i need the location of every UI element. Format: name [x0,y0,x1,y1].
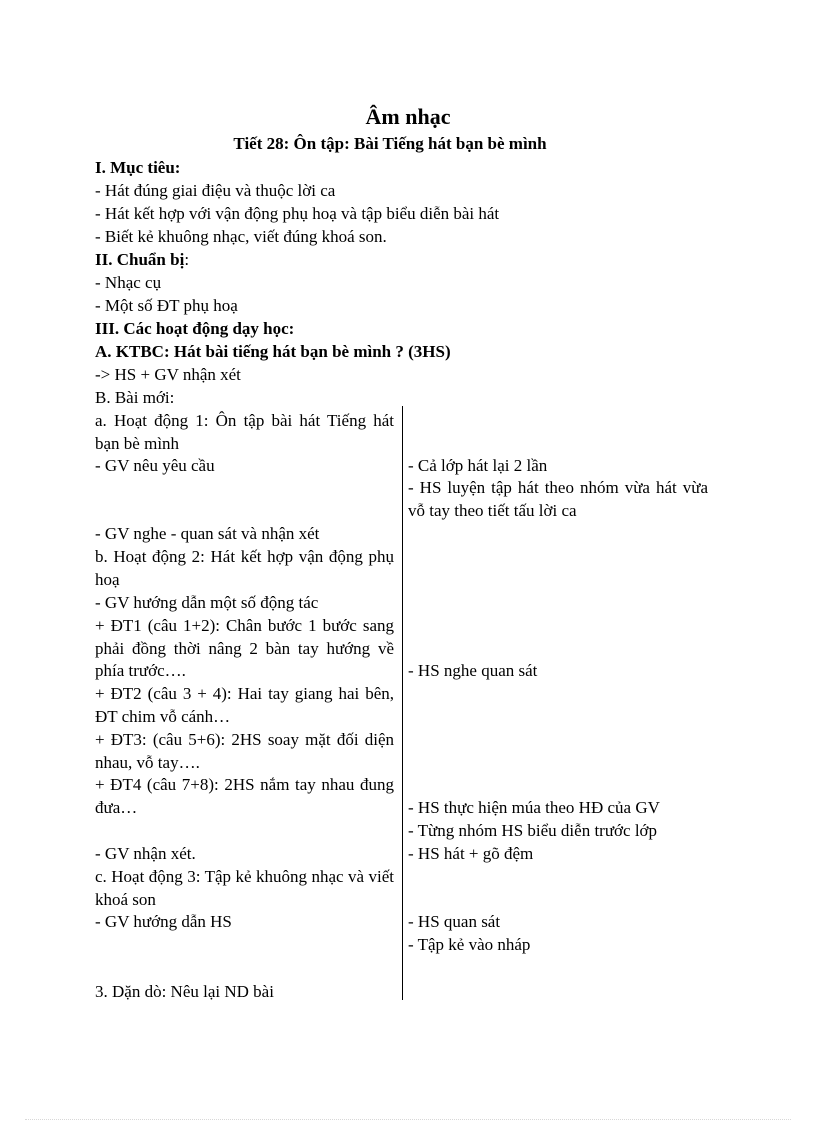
column-divider [402,406,403,1000]
move-1: + ĐT1 (câu 1+2): Chân bước 1 bước sang phải đồng thời nâng 2 bàn tay hướng về phía trước…. [95,616,394,680]
hs-sing-beat: - HS hát + gõ đệm [408,844,534,863]
gv-guide-moves: - GV hướng dẫn một số động tác [95,593,319,612]
activity-1-title: a. Hoạt động 1: Ôn tập bài hát Tiếng hát bạn bè mình [95,411,394,453]
objectives-heading: I. Mục tiêu: [95,158,181,177]
gv-listen-comment: - GV nghe - quan sát và nhận xét [95,524,320,543]
preparation-heading-line [95,249,189,271]
activities-heading: III. Các hoạt động dạy học: [95,319,295,338]
hs-perform-dance: - HS thực hiện múa theo HĐ của GV [408,798,660,817]
move-2: + ĐT2 (câu 3 + 4): Hai tay giang hai bên, ĐT chim vỗ cánh… [95,684,394,726]
lesson-subtitle: Tiết 28: Ôn tập: Bài Tiếng hát bạn bè mình [233,134,547,153]
move-3: + ĐT3: (câu 5+6): 2HS soay mặt đối diện nhau, vỗ tay…. [95,730,394,772]
activity-3-title: c. Hoạt động 3: Tập kẻ khuông nhạc và viết khoá son [95,867,394,909]
hs-listen-observe: - HS nghe quan sát [408,661,538,680]
gv-guide-hs: - GV hướng dẫn HS [95,912,232,931]
class-sing: - Cả lớp hát lại 2 lần [408,456,548,475]
new-lesson-heading: B. Bài mới: [95,388,175,407]
objective-item: - Biết kẻ khuông nhạc, viết đúng khoá son. [95,227,387,246]
hs-observe: - HS quan sát [408,912,501,931]
preparation-item: - Nhạc cụ [95,273,162,292]
gv-request: - GV nêu yêu cầu [95,456,215,475]
gv-comment: - GV nhận xét. [95,844,196,863]
preparation-item: - Một số ĐT phụ hoạ [95,296,238,315]
page-title: Âm nhạc [365,104,451,129]
objective-item: - Hát đúng giai điệu và thuộc lời ca [95,181,336,200]
preparation-heading: II. Chuẩn bị [95,250,185,269]
ktbc-note: -> HS + GV nhận xét [95,365,241,384]
activity-2-title: b. Hoạt động 2: Hát kết hợp vận động phụ hoạ [95,547,394,589]
group-practice: - HS luyện tập hát theo nhóm vừa hát vừa vỗ tay theo tiết tấu lời ca [408,478,708,520]
ktbc-line: A. KTBC: Hát bài tiếng hát bạn bè mình ? (3HS) [95,342,451,361]
practice-draft: - Tập kẻ vào nháp [408,935,531,954]
footer-dotted-rule [25,1119,791,1120]
move-4: + ĐT4 (câu 7+8): 2HS nắm tay nhau đung đưa… [95,775,394,817]
preparation-heading-colon: : [184,250,190,269]
homework: 3. Dặn dò: Nêu lại ND bài [95,982,274,1001]
group-perform: - Từng nhóm HS biểu diễn trước lớp [408,821,658,840]
objective-item: - Hát kết hợp với vận động phụ hoạ và tập biểu diễn bài hát [95,204,500,223]
